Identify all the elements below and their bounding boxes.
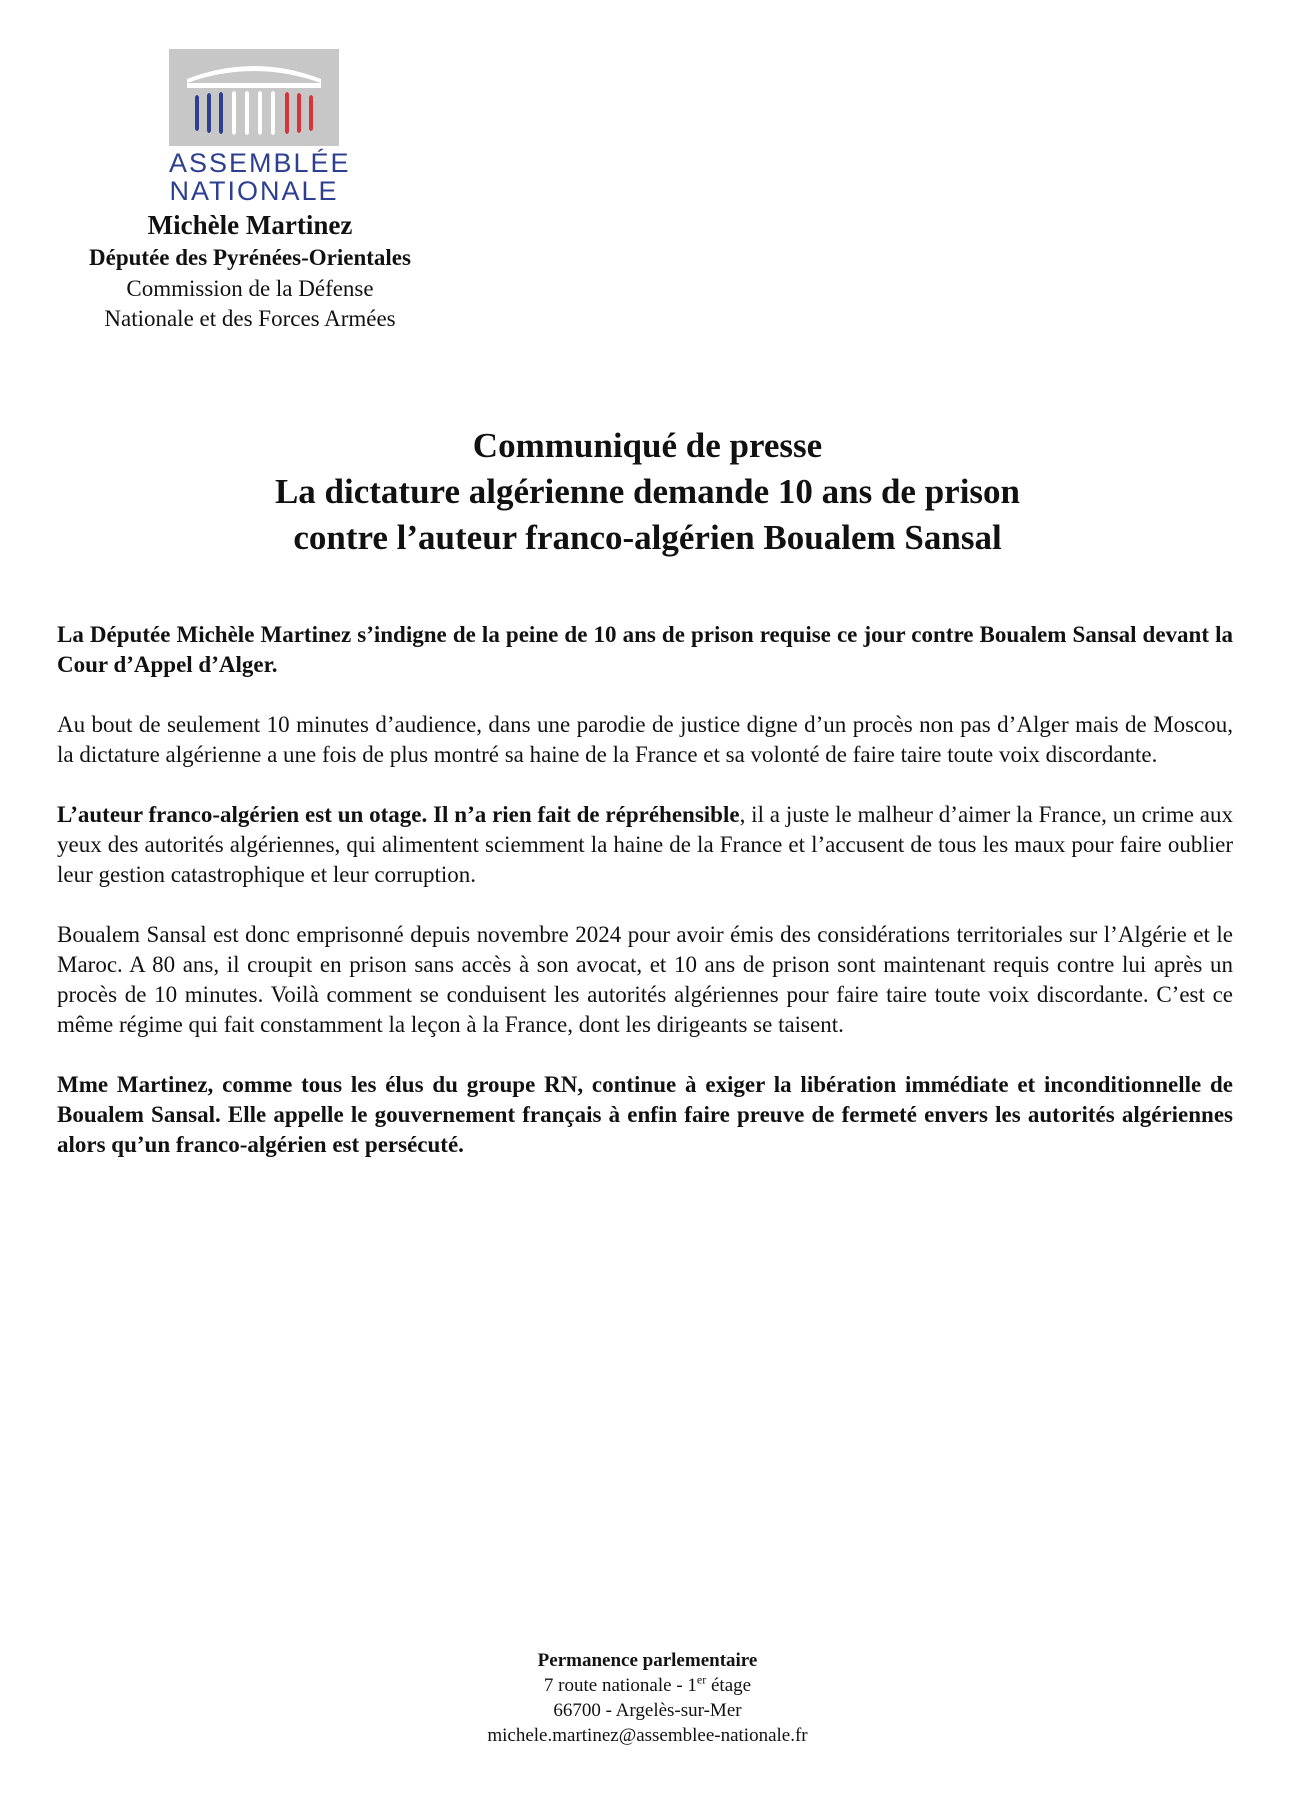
- paragraph-3: [57, 800, 1233, 890]
- footer-address-pre: 7 route nationale - 1: [543, 1675, 697, 1696]
- footer-city: 66700 - Argelès-sur-Mer: [553, 1700, 742, 1721]
- title-line-1: Communiqué de presse: [472, 426, 823, 465]
- press-release-title: [0, 423, 1295, 561]
- footer-address-sup: er: [696, 1672, 707, 1687]
- assemblee-nationale-logo: [169, 49, 351, 206]
- deputy-header: [40, 208, 460, 334]
- paragraph-3-rest: , il a juste le malheur d’aimer la France, un crime aux yeux des autorités algériennes, qui alimentent sciemment la haine de la France et l’accusent de tous les maux pour faire oublier leur gestion catastrophique et leur corruption.: [57, 802, 1234, 887]
- deputy-name: Michèle Martinez: [147, 210, 353, 240]
- logo-text-assemblee: ASSEMBLÉE: [169, 148, 351, 178]
- title-line-2: La dictature algérienne demande 10 ans de prison: [274, 472, 1021, 511]
- logo-text-nationale: NATIONALE: [169, 176, 339, 206]
- footer-address-post: étage: [706, 1675, 752, 1696]
- press-release-body: [57, 620, 1233, 1190]
- paragraph-4: Boualem Sansal est donc emprisonné depuis novembre 2024 pour avoir émis des considérations territoriales sur l’Algérie et le Maroc. A 80 ans, il croupit en prison sans accès à son avocat, et 10 ans de prison sont maintenant requis contre lui après un procès de 10 minutes. Voilà comment se conduisent les autorités algériennes pour faire taire toute voix discordante. C’est ce même régime qui fait constamment la leçon à la France, dont les dirigeants se taisent.: [57, 922, 1233, 1037]
- deputy-role: Députée des Pyrénées-Orientales: [89, 245, 411, 270]
- title-line-3: contre l’auteur franco-algérien Boualem Sansal: [293, 518, 1002, 557]
- footer-email[interactable]: michele.martinez@assemblee-nationale.fr: [487, 1725, 808, 1746]
- footer-title: Permanence parlementaire: [537, 1650, 758, 1671]
- logo-hemicycle-emblem: [169, 49, 339, 146]
- paragraph-1: La Députée Michèle Martinez s’indigne de la peine de 10 ans de prison requise ce jour contre Boualem Sansal devant la Cour d’Appel d’Alger.: [57, 622, 1233, 677]
- paragraph-5: Mme Martinez, comme tous les élus du groupe RN, continue à exiger la libération immédiate et inconditionnelle de Boualem Sansal. Elle appelle le gouvernement français à enfin faire preuve de fermeté envers les autorités algériennes alors qu’un franco-algérien est persécuté.: [57, 1072, 1233, 1157]
- commission-line-1: Commission de la Défense: [126, 276, 374, 301]
- office-footer: [0, 1648, 1295, 1748]
- paragraph-3-bold: L’auteur franco-algérien est un otage. Il n’a rien fait de répréhensible: [57, 802, 740, 827]
- footer-address: [0, 1673, 1295, 1698]
- commission-line-2: Nationale et des Forces Armées: [104, 306, 396, 331]
- hemicycle-icon: [169, 49, 339, 146]
- paragraph-2: Au bout de seulement 10 minutes d’audience, dans une parodie de justice digne d’un procès non pas d’Alger mais de Moscou, la dictature algérienne a une fois de plus montré sa haine de la France et sa volonté de faire taire toute voix discordante.: [57, 712, 1233, 767]
